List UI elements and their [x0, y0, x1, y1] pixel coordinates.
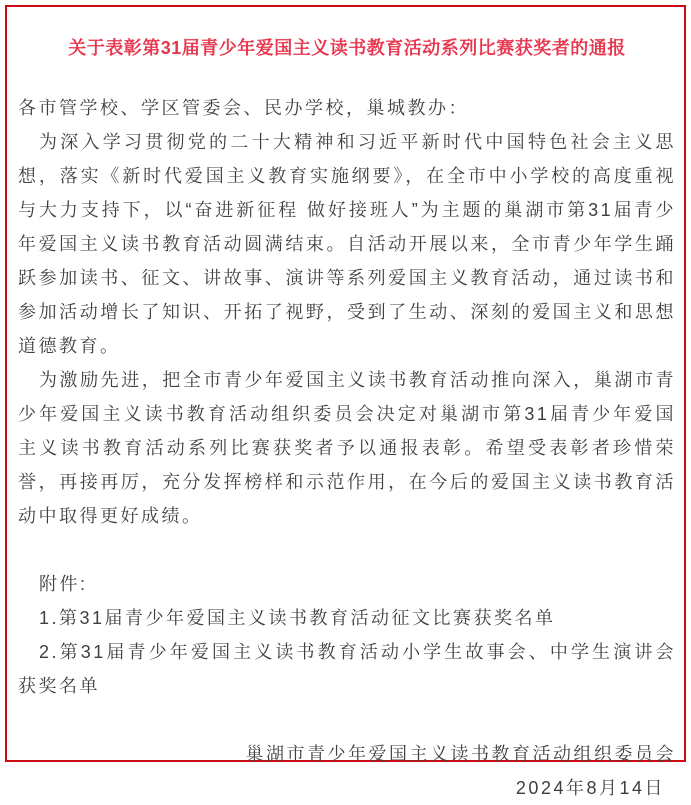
attachments-label: 附件:: [39, 574, 88, 594]
issue-date: 2024年8月14日: [515, 778, 665, 798]
body-paragraph-1: 为深入学习贯彻党的二十大精神和习近平新时代中国特色社会主义思想，落实《新时代爱国主义教育实施纲要》，在全市中小学校的高度重视与大力支持下，以“奋进新征程 做好接班人”为主题的巢湖市第31届青少年爱国主义读书教育活动圆满结束。自活动开展以来，全市青少年学生踊跃参加读书、征文、讲故事、演讲等系列爱国主义教育活动，通过读书和参加活动增长了知识、开拓了视野，受到了生动、深刻的爱国主义和思想道德教育。: [18, 132, 676, 356]
notice-title: 关于表彰第31届青少年爱国主义读书教育活动系列比赛获奖者的通报: [68, 38, 626, 58]
attachments-section: [18, 567, 676, 703]
notice-body: [18, 91, 676, 805]
issuing-organization: 巢湖市青少年爱国主义读书教育活动组织委员会: [245, 744, 676, 764]
attachment-item-2: 2.第31届青少年爱国主义读书教育活动小学生故事会、中学生演讲会获奖名单: [18, 642, 676, 696]
attachment-item-1: 1.第31届青少年爱国主义读书教育活动征文比赛获奖名单: [39, 608, 556, 628]
document-border-frame: [5, 5, 686, 798]
signature-block: [18, 737, 676, 805]
salutation-line: 各市管学校、学区管委会、民办学校，巢城教办：: [18, 98, 469, 118]
body-paragraph-2: 为激励先进，把全市青少年爱国主义读书教育活动推向深入，巢湖市青少年爱国主义读书教育活动组织委员会决定对巢湖市第31届青少年爱国主义读书教育活动系列比赛获奖者予以通报表彰。希望受表彰者珍惜荣誉，再接再厉，充分发挥榜样和示范作用，在今后的爱国主义读书教育活动中取得更好成绩。: [18, 370, 676, 526]
